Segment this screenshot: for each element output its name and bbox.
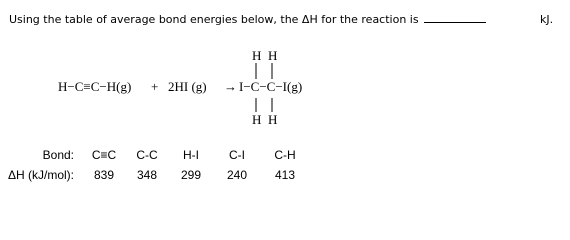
energy-cell: 413 xyxy=(275,168,296,182)
reaction-equation xyxy=(58,48,358,133)
bond-cell: C-I xyxy=(229,148,246,162)
reaction-diagram xyxy=(58,48,358,133)
bond-cell: H-I xyxy=(183,148,200,162)
plus-sign: + xyxy=(151,79,159,94)
energy-cell: 348 xyxy=(137,168,158,182)
bond-energy-table xyxy=(8,145,310,185)
energy-row-label: ΔH (kJ/mol): xyxy=(8,168,75,182)
energy-row xyxy=(8,165,310,185)
bond-cell: C≡C xyxy=(91,148,117,162)
energy-cell: 299 xyxy=(181,168,202,182)
bond-cell: C-C xyxy=(136,148,158,162)
energy-cell: 839 xyxy=(94,168,115,182)
reaction-arrow: → xyxy=(224,79,237,94)
bottom-h-2: H xyxy=(268,112,278,127)
bond-row-label: Bond: xyxy=(42,148,75,162)
question-prefix: Using the table of average bond energies below, the ΔH for the reaction is xyxy=(9,13,419,26)
answer-unit: kJ. xyxy=(540,13,554,26)
bond-cell: C-H xyxy=(274,148,296,162)
bond-row xyxy=(8,145,310,165)
top-h-1: H xyxy=(252,48,262,63)
top-h-2: H xyxy=(268,48,278,63)
product-chain: I−C−C−I(g) xyxy=(239,79,303,94)
reactant-hi: 2HI (g) xyxy=(168,79,207,94)
question-text xyxy=(9,13,488,26)
answer-blank xyxy=(424,14,486,23)
reactant-ethyne: H−C≡C−H(g) xyxy=(58,79,132,94)
bottom-h-1: H xyxy=(252,112,262,127)
energy-cell: 240 xyxy=(227,168,248,182)
